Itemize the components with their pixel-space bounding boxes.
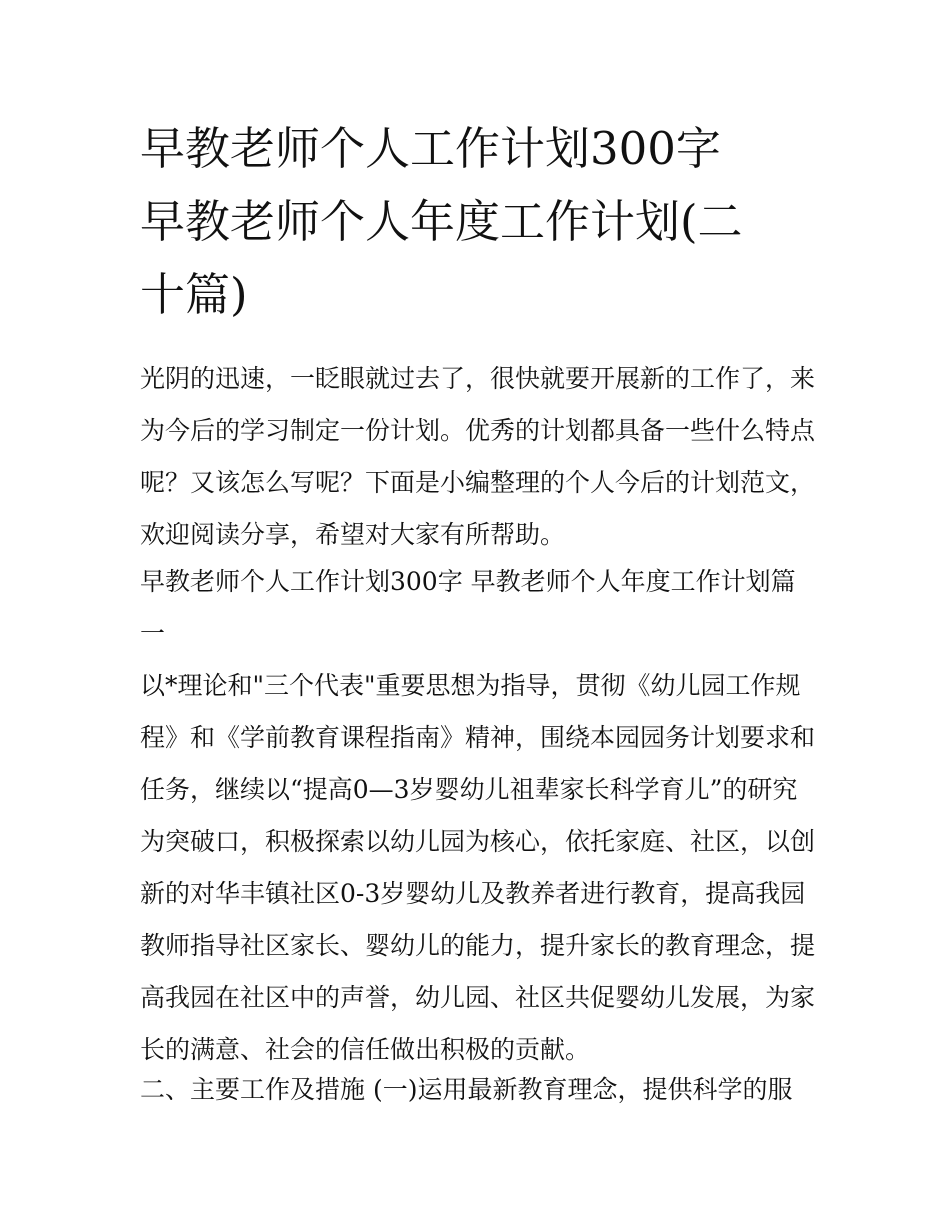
text-line: 二、主要工作及措施 (一)运用最新教育理念，提供科学的服 [140,1075,793,1104]
section-heading [140,556,830,660]
text-line: 一 [140,619,166,648]
title-line: 早教老师个人年度工作计划(二 [140,195,743,248]
body-paragraph [140,660,830,1076]
title-line: 十篇) [140,268,248,321]
text-line: 为突破口，积极探索以幼儿园为核心，依托家庭、社区，以创 [140,827,816,856]
text-line: 新的对华丰镇社区0-3岁婴幼儿及教养者进行教育，提高我园 [140,879,806,908]
next-section-paragraph [140,1064,830,1116]
text-line: 呢？又该怎么写呢？下面是小编整理的个人今后的计划范文， [140,468,816,497]
text-line: 教师指导社区家长、婴幼儿的能力，提升家长的教育理念，提 [140,931,816,960]
text-line: 为今后的学习制定一份计划。优秀的计划都具备一些什么特点 [140,416,816,445]
text-line: 高我园在社区中的声誉，幼儿园、社区共促婴幼儿发展，为家 [140,983,816,1012]
text-line: 长的满意、社会的信任做出积极的贡献。 [140,1035,591,1064]
text-line: 任务，继续以“提高0—3岁婴幼儿祖辈家长科学育儿”的研究 [140,775,798,804]
title-line: 早教老师个人工作计划300字 [140,122,721,175]
text-line: 以*理论和"三个代表"重要思想为指导，贯彻《幼儿园工作规 [140,671,801,700]
intro-paragraph [140,353,830,561]
text-line: 欢迎阅读分享，希望对大家有所帮助。 [140,520,566,549]
text-line: 早教老师个人工作计划300字 早教老师个人年度工作计划篇 [140,567,796,596]
text-line: 程》和《学前教育课程指南》精神，围绕本园园务计划要求和 [140,723,816,752]
document-title [140,112,830,331]
text-line: 光阴的迅速，一眨眼就过去了，很快就要开展新的工作了，来 [140,364,816,393]
